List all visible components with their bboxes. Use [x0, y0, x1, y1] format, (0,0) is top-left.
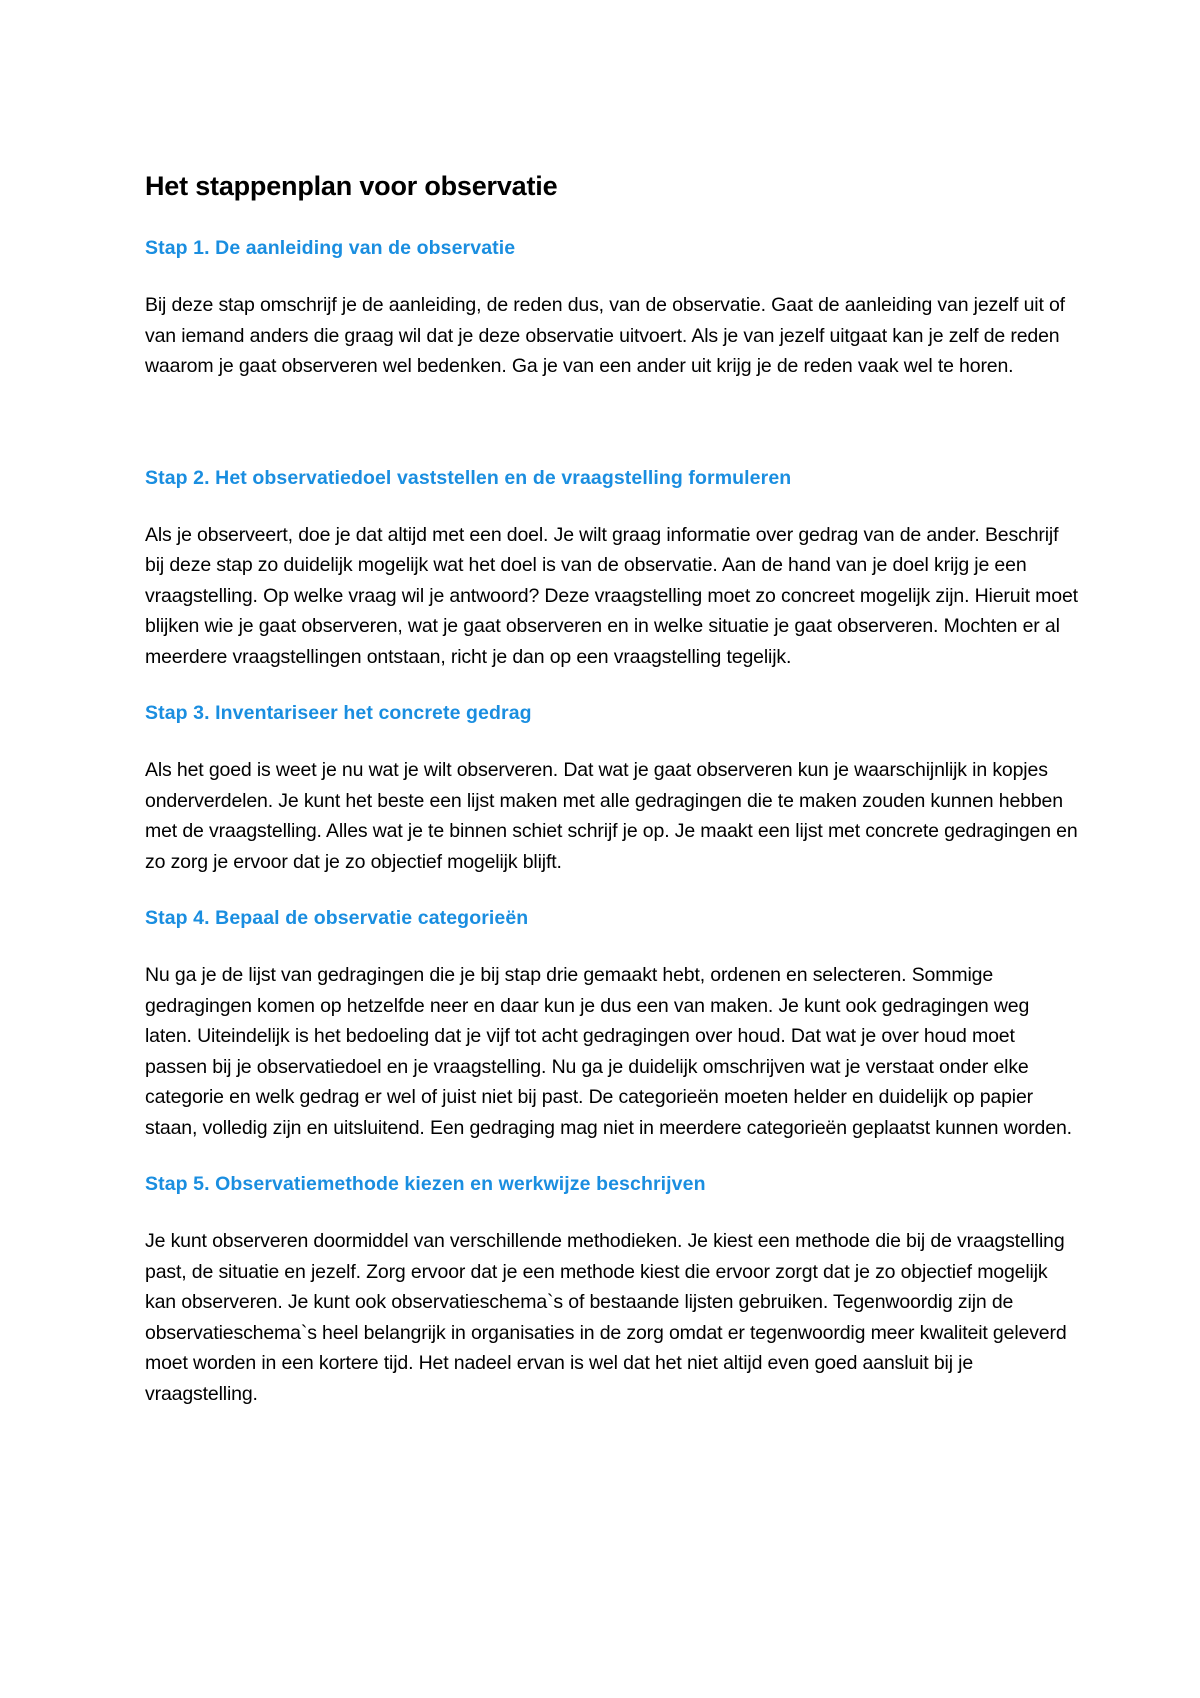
- step-section: [145, 904, 1080, 1143]
- step-section: [145, 699, 1080, 877]
- step-section: [145, 464, 1080, 673]
- step-body: Als je observeert, doe je dat altijd met een doel. Je wilt graag informatie over gedrag van de ander. Beschrijf bij deze stap zo duidelijk mogelijk wat het doel is van de observatie. Aan de hand van je doel krijg je een vraagstelling. Op welke vraag wil je antwoord? Deze vraagstelling moet zo concreet mogelijk zijn. Hieruit moet blijken wie je gaat observeren, wat je gaat observeren en in welke situatie je gaat observeren. Mochten er al meerdere vraagstellingen ontstaan, richt je dan op een vraagstelling tegelijk.: [145, 523, 1078, 668]
- step-heading: Stap 2. Het observatiedoel vaststellen en de vraagstelling formuleren: [145, 466, 792, 489]
- step-heading: Stap 3. Inventariseer het concrete gedrag: [145, 702, 532, 724]
- step-heading: Stap 5. Observatiemethode kiezen en werkwijze beschrijven: [145, 1173, 706, 1195]
- step-heading: Stap 4. Bepaal de observatie categorieën: [145, 907, 529, 929]
- step-body: Als het goed is weet je nu wat je wilt observeren. Dat wat je gaat observeren kun je waarschijnlijk in kopjes onderverdelen. Je kunt het beste een lijst maken met alle gedragingen die te maken zouden kunnen hebben met de vraagstelling. Alles wat je te binnen schiet schrijf je op. Je maakt een lijst met concrete gedragingen en zo zorg je ervoor dat je zo objectief mogelijk blijft.: [145, 759, 1078, 873]
- document-title: Het stappenplan voor observatie: [145, 171, 558, 201]
- step-body: Nu ga je de lijst van gedragingen die je bij stap drie gemaakt hebt, ordenen en selecteren. Sommige gedragingen komen op hetzelfde neer en daar kun je dus een van maken. Je kunt ook gedragingen weg laten. Uiteindelijk is het bedoeling dat je vijf tot acht gedragingen over houd. Dat wat je over houd moet passen bij je observatiedoel en je vraagstelling. Nu ga je duidelijk omschrijven wat je verstaat onder elke categorie en welk gedrag er wel of juist niet bij past. De categorieën moeten helder en duidelijk op papier staan, volledig zijn en uitsluitend. Een gedraging mag niet in meerdere categorieën geplaatst kunnen worden.: [145, 964, 1072, 1139]
- step-body: Bij deze stap omschrijf je de aanleiding, de reden dus, van de observatie. Gaat de aanleiding van jezelf uit of van iemand anders die graag wil dat je deze observatie uitvoert. Als je van jezelf uitgaat kan je zelf de reden waarom je gaat observeren wel bedenken. Ga je van een ander uit krijg je de reden vaak wel te horen.: [145, 294, 1065, 377]
- document-content: [145, 168, 1080, 1436]
- step-body: Je kunt observeren doormiddel van verschillende methodieken. Je kiest een methode die bij de vraagstelling past, de situatie en jezelf. Zorg ervoor dat je een methode kiest die ervoor zorgt dat je zo objectief mogelijk kan observeren. Je kunt ook observatieschema`s of bestaande lijsten gebruiken. Tegenwoordig zijn de observatieschema`s heel belangrijk in organisaties in de zorg omdat er tegenwoordig meer kwaliteit geleverd moet worden in een kortere tijd. Het nadeel ervan is wel dat het niet altijd even goed aansluit bij je vraagstelling.: [145, 1230, 1067, 1405]
- step-heading: Stap 1. De aanleiding van de observatie: [145, 237, 516, 259]
- step-section: [145, 1170, 1080, 1409]
- step-section: [145, 234, 1080, 382]
